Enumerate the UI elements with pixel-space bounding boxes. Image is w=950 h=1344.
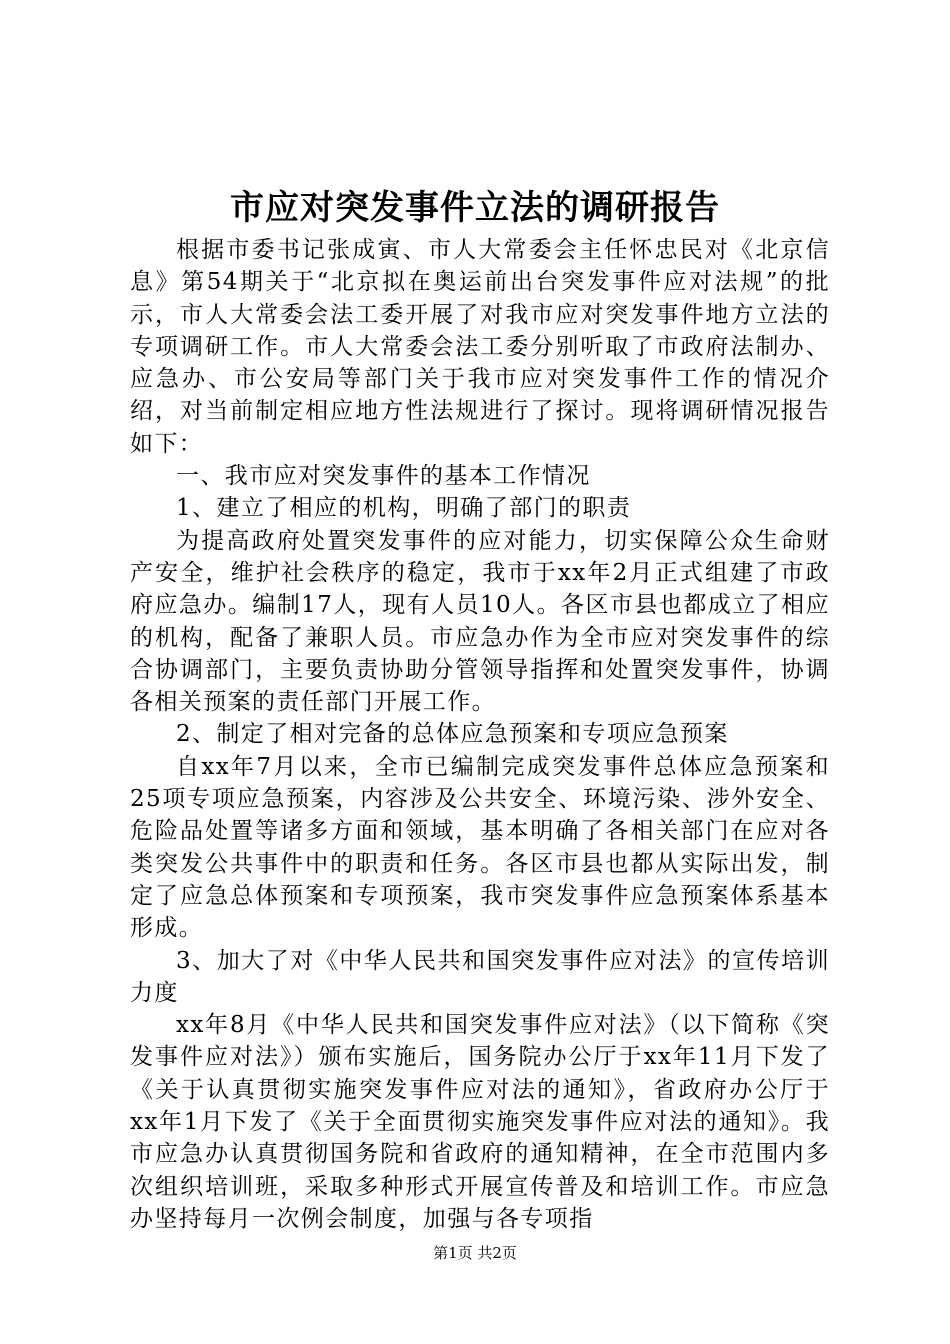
subheading-2: 2、制定了相对完备的总体应急预案和专项应急预案 (176, 721, 729, 748)
paragraph-1: 为提高政府处置突发事件的应对能力，切实保障公众生命财产安全，维护社会秩序的稳定，我市于xx年2月正式组建了市政府应急办。编制17人，现有人员10人。各区市县也都成立了相应的机构，配备了兼职人员。市应急办作为全市应对突发事件的综合协调部门，主要负责协助分管领导指挥和处置突发事件，协调各相关预案的责任部门开展工作。 (130, 527, 830, 716)
paragraph-intro: 根据市委书记张成寅、市人大常委会主任怀忠民对《北京信息》第54期关于“北京拟在奥运前出台突发事件应对法规”的批示，市人大常委会法工委开展了对我市应对突发事件地方立法的专项调研工作。市人大常委会法工委分别听取了市政府法制办、应急办、市公安局等部门关于我市应对突发事件工作的情况介绍，对当前制定相应地方性法规进行了探讨。现将调研情况报告如下： (130, 237, 830, 457)
section-heading-1: 一、我市应对突发事件的基本工作情况 (176, 463, 591, 490)
subheading-1: 1、建立了相应的机构，明确了部门的职责 (176, 495, 632, 522)
paragraph-2: 自xx年7月以来，全市已编制完成突发事件总体应急预案和25项专项应急预案，内容涉及公共安全、环境污染、涉外安全、危险品处置等诸多方面和领域，基本明确了各相关部门在应对各类突发公共事件中的职责和任务。各区市县也都从实际出发，制定了应急总体预案和专项预案，我市突发事件应急预案体系基本形成。 (130, 753, 830, 942)
document-title: 市应对突发事件立法的调研报告 (230, 188, 720, 228)
paragraph-3: xx年8月《中华人民共和国突发事件应对法》（以下简称《突发事件应对法》）颁布实施后，国务院办公厅于xx年11月下发了《关于认真贯彻实施突发事件应对法的通知》，省政府办公厅于xx年1月下发了《关于全面贯彻实施突发事件应对法的通知》。我市应急办认真贯彻国务院和省政府的通知精神，在全市范围内多次组织培训班，采取多种形式开展宣传普及和培训工作。市应急办坚持每月一次例会制度，加强与各专项指 (130, 1012, 830, 1232)
document-body (130, 234, 830, 1235)
subheading-3: 3、加大了对《中华人民共和国突发事件应对法》的宣传培训力度 (130, 947, 830, 1006)
page-number: 第1页 共2页 (433, 1244, 517, 1262)
